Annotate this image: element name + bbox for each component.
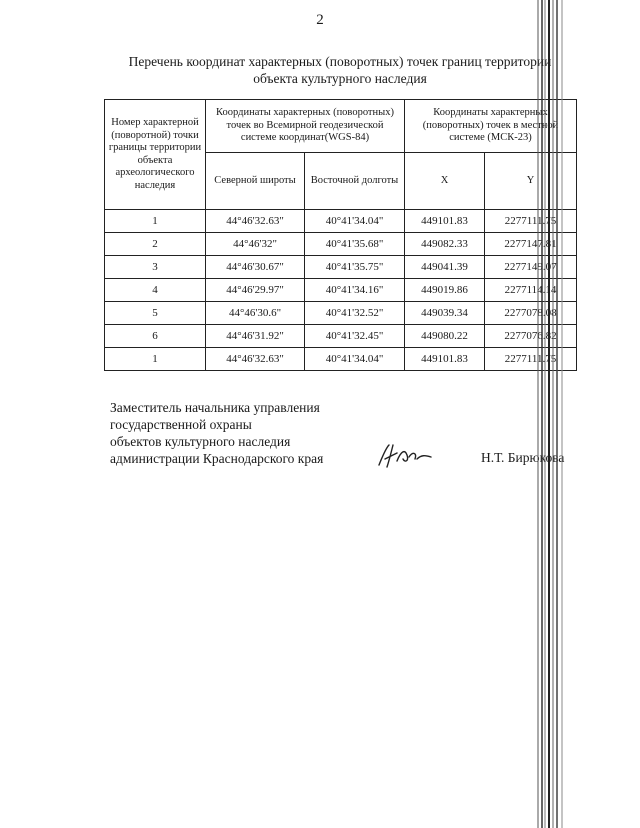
cell-point-number: 1 <box>105 348 206 371</box>
cell-y: 2277111.75 <box>485 348 577 371</box>
cell-latitude: 44°46'32" <box>206 233 305 256</box>
cell-x: 449080.22 <box>405 325 485 348</box>
header-point-number: Номер характерной (поворотной) точки границы территории объекта археологического наследия <box>105 100 206 210</box>
coordinates-table <box>104 99 577 371</box>
header-wgs84-group: Координаты характерных (поворотных) точек во Всемирной геодезической системе координат(WGS-84) <box>206 100 405 153</box>
cell-longitude: 40°41'32.52" <box>305 302 405 325</box>
page-number: 2 <box>316 12 324 28</box>
cell-x: 449101.83 <box>405 348 485 371</box>
header-north-latitude: Северной широты <box>206 153 305 210</box>
cell-x: 449082.33 <box>405 233 485 256</box>
cell-latitude: 44°46'29.97" <box>206 279 305 302</box>
cell-point-number: 2 <box>105 233 206 256</box>
document-title <box>100 53 580 87</box>
signatory-name: Н.Т. Бирюкова <box>481 450 565 465</box>
cell-point-number: 3 <box>105 256 206 279</box>
title-line-1: Перечень координат характерных (поворотных) точек границ территории <box>128 54 552 69</box>
cell-latitude: 44°46'30.67" <box>206 256 305 279</box>
position-line: объектов культурного наследия <box>110 434 291 449</box>
position-line: администрации Краснодарского края <box>110 451 324 466</box>
cell-latitude: 44°46'32.63" <box>206 348 305 371</box>
cell-point-number: 6 <box>105 325 206 348</box>
cell-longitude: 40°41'35.75" <box>305 256 405 279</box>
header-east-longitude: Восточной долготы <box>305 153 405 210</box>
table-row <box>105 279 577 302</box>
cell-point-number: 1 <box>105 210 206 233</box>
table-row <box>105 210 577 233</box>
scan-edge-artifact <box>536 0 566 828</box>
cell-y: 2277149.07 <box>485 256 577 279</box>
table-row <box>105 233 577 256</box>
handwritten-signature <box>375 441 435 471</box>
cell-latitude: 44°46'31.92" <box>206 325 305 348</box>
header-y: Y <box>485 153 577 210</box>
position-line: государственной охраны <box>110 417 252 432</box>
cell-x: 449101.83 <box>405 210 485 233</box>
cell-point-number: 4 <box>105 279 206 302</box>
header-x: X <box>405 153 485 210</box>
cell-longitude: 40°41'32.45" <box>305 325 405 348</box>
cell-x: 449041.39 <box>405 256 485 279</box>
table-row <box>105 302 577 325</box>
table-row <box>105 325 577 348</box>
cell-y: 2277111.75 <box>485 210 577 233</box>
cell-y: 2277076.82 <box>485 325 577 348</box>
cell-x: 449019.86 <box>405 279 485 302</box>
table-row <box>105 348 577 371</box>
cell-longitude: 40°41'34.16" <box>305 279 405 302</box>
cell-latitude: 44°46'30.6" <box>206 302 305 325</box>
cell-y: 2277114.14 <box>485 279 577 302</box>
signatory-position <box>110 399 323 467</box>
cell-y: 2277147.81 <box>485 233 577 256</box>
cell-x: 449039.34 <box>405 302 485 325</box>
header-msk23-group: Координаты характерных (поворотных) точек в местной системе (МСК-23) <box>405 100 577 153</box>
cell-longitude: 40°41'34.04" <box>305 210 405 233</box>
title-line-2: объекта культурного наследия <box>253 71 427 86</box>
cell-latitude: 44°46'32.63" <box>206 210 305 233</box>
table-row <box>105 256 577 279</box>
cell-longitude: 40°41'35.68" <box>305 233 405 256</box>
cell-point-number: 5 <box>105 302 206 325</box>
cell-longitude: 40°41'34.04" <box>305 348 405 371</box>
position-line: Заместитель начальника управления <box>110 400 320 415</box>
cell-y: 2277078.08 <box>485 302 577 325</box>
